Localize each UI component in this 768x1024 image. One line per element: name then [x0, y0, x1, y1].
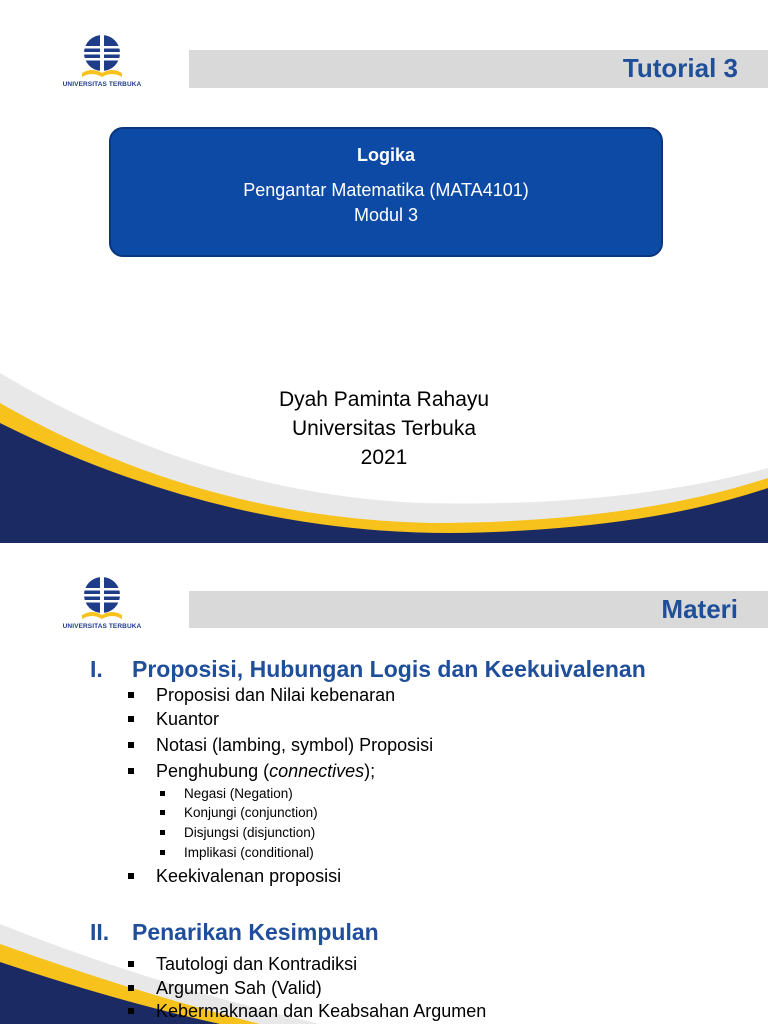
bullet-icon	[160, 810, 165, 815]
bullet-icon	[128, 873, 134, 879]
logo-emblem-icon	[72, 33, 132, 81]
section-number: II.	[90, 919, 110, 945]
university-logo	[52, 575, 152, 635]
section-number: I.	[90, 656, 103, 682]
author-name: Dyah Paminta Rahayu	[278, 388, 490, 411]
section-title: Proposisi, Hubungan Logis dan Keekuivalenan	[132, 656, 646, 682]
course-name: Pengantar Matematika (MATA4101)	[243, 180, 529, 200]
bullet-icon	[128, 768, 134, 774]
bullet-icon	[128, 742, 134, 748]
bullet-icon	[160, 791, 165, 796]
bullet-icon	[128, 961, 134, 967]
course-topic: Logika	[356, 145, 415, 165]
slide-header-title: Tutorial 3	[622, 53, 738, 83]
author-institution: Universitas Terbuka	[291, 417, 477, 440]
logo-emblem-icon	[72, 575, 132, 623]
logo-text: UNIVERSITAS TERBUKA	[62, 81, 142, 88]
section-title: Penarikan Kesimpulan	[132, 919, 379, 945]
logo-text: UNIVERSITAS TERBUKA	[62, 623, 142, 630]
bullet-icon	[160, 830, 165, 835]
module-label: Modul 3	[353, 205, 419, 225]
bullet-icon	[128, 985, 134, 991]
bullet-icon	[160, 850, 165, 855]
slide-header-title: Materi	[661, 594, 738, 624]
bullet-icon	[128, 692, 134, 698]
bullet-icon	[128, 716, 134, 722]
university-logo	[52, 33, 152, 93]
title-box	[109, 127, 663, 257]
bullet-icon	[128, 1008, 134, 1014]
slide-separator	[0, 543, 768, 558]
author-year: 2021	[360, 446, 408, 469]
slide-materi: UNIVERSITAS TERBUKA Materi I. Proposisi, Hubungan Logis dan Keekuivalenan Proposisi dan Nilai kebenaran Kuantor Notasi (lambing, symbol) Proposisi Penghubung (connectives); Negasi (Negation) Konjungi (conjunction) Disjungsi (disjunction) Implikasi (conditional) Keekivalenan proposisi II. Penarikan Kesimpulan Tautologi dan Kontradiksi Argumen Sah (Valid) Kebermaknaan dan Keabsahan Argumen	[0, 558, 768, 1024]
